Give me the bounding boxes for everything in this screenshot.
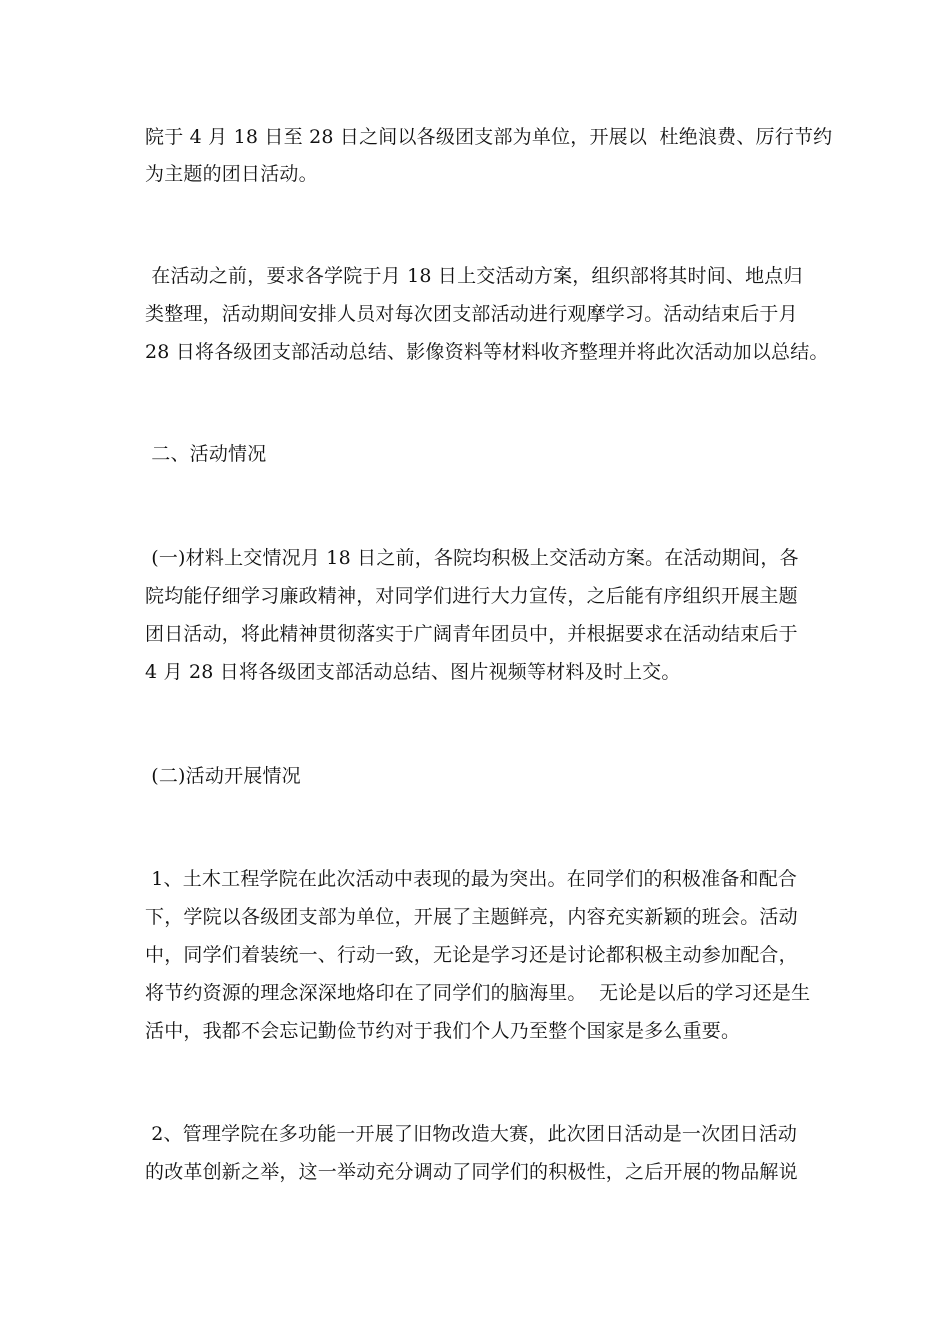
paragraph-line: 2、管理学院在多功能一开展了旧物改造大赛，此次团日活动是一次团日活动 [145,1123,798,1145]
paragraph-line: (一)材料上交情况月 18 日之前，各院均积极上交活动方案。在活动期间，各 [145,547,799,569]
paragraph-line: 院于 4 月 18 日至 28 日之间以各级团支部为单位，开展以 杜绝浪费、厉行节约 [145,126,833,148]
paragraph-line: 中，同学们着装统一、行动一致，无论是学习还是讨论都积极主动参加配合， [145,944,798,966]
paragraph-line: 将节约资源的理念深深地烙印在了同学们的脑海里。 无论是以后的学习还是生 [145,982,811,1004]
section-heading: 二、活动情况 [145,443,267,465]
paragraph-line: 活中，我都不会忘记勤俭节约对于我们个人乃至整个国家是多么重要。 [145,1020,741,1042]
paragraph-line: 4 月 28 日将各级团支部活动总结、图片视频等材料及时上交。 [145,661,681,683]
paragraph-line: 下，学院以各级团支部为单位，开展了主题鲜亮，内容充实新颖的班会。活动 [145,906,798,928]
paragraph-line: 28 日将各级团支部活动总结、影像资料等材料收齐整理并将此次活动加以总结。 [145,341,829,363]
paragraph-line: 类整理，活动期间安排人员对每次团支部活动进行观摩学习。活动结束后于月 [145,303,798,325]
paragraph-line: 的改革创新之举，这一举动充分调动了同学们的积极性，之后开展的物品解说 [145,1161,798,1183]
paragraph-line: 1、土木工程学院在此次活动中表现的最为突出。在同学们的积极准备和配合 [145,868,798,890]
paragraph-line: 为主题的团日活动。 [145,163,318,185]
paragraph-line: 院均能仔细学习廉政精神，对同学们进行大力宣传，之后能有序组织开展主题 [145,585,798,607]
paragraph-line: 团日活动，将此精神贯彻落实于广阔青年团员中，并根据要求在活动结束后于 [145,623,798,645]
subsection-heading: (二)活动开展情况 [145,765,301,787]
paragraph-line: 在活动之前，要求各学院于月 18 日上交活动方案，组织部将其时间、地点归 [145,265,803,287]
